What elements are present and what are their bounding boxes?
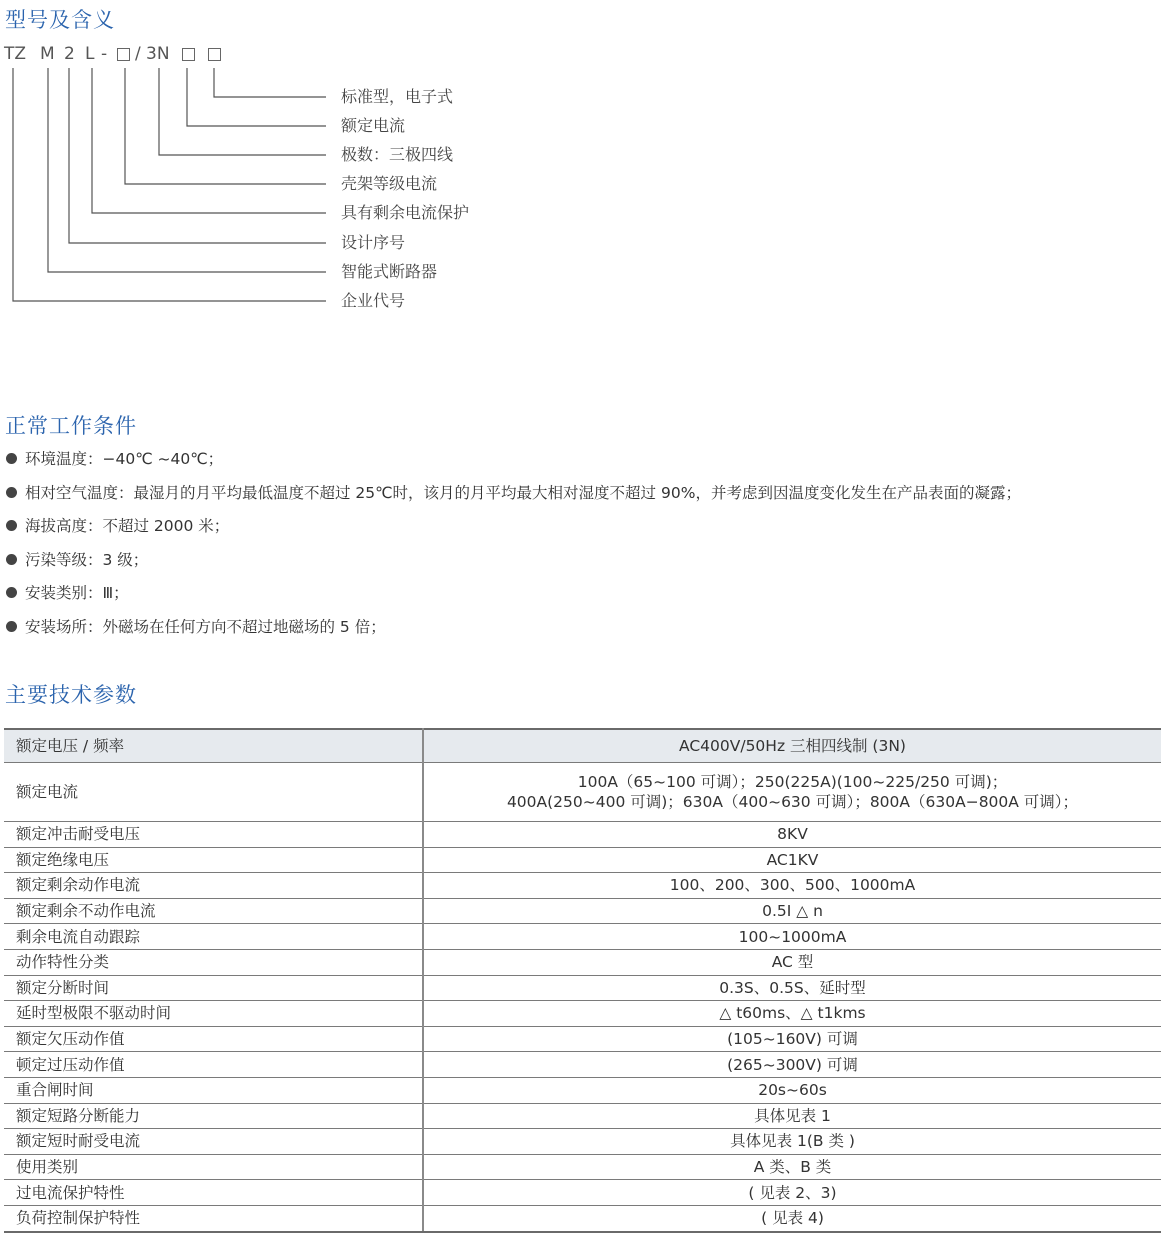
table-cell-key: 重合闸时间 <box>4 1077 423 1103</box>
bullet-icon <box>6 520 17 531</box>
table-row <box>4 1205 1161 1231</box>
code-part-3n: 3N <box>146 44 170 64</box>
list-item <box>6 515 1021 549</box>
list-item <box>6 549 1021 583</box>
table-row <box>4 873 1161 899</box>
list-item <box>6 448 1021 482</box>
code-part-l: L <box>85 44 95 64</box>
bullet-icon <box>6 453 17 464</box>
table-cell-value: 100~1000mA <box>423 924 1161 950</box>
section-heading-params: 主要技术参数 <box>5 683 137 707</box>
rated-current-line-1: 100A（65~100 可调）；250(225A)(100~225/250 可调)； <box>577 773 1008 791</box>
section-heading-model: 型号及含义 <box>5 8 115 32</box>
meaning-company-code: 企业代号 <box>341 291 406 310</box>
condition-text: 海拔高度：不超过 2000 米； <box>25 517 230 536</box>
tree-line <box>214 68 326 97</box>
rated-current-line-2: 400A(250~400 可调)；630A（400~630 可调）；800A（630A−800A 可调）； <box>506 793 1079 811</box>
table-cell-value: 0.3S、0.5S、延时型 <box>423 975 1161 1001</box>
table-row <box>4 1103 1161 1129</box>
table-cell-value: 0.5I △ n <box>423 898 1161 924</box>
table-cell-value: (105~160V) 可调 <box>423 1026 1161 1052</box>
table-cell-key: 额定短时耐受电流 <box>4 1129 423 1155</box>
condition-text: 安装场所：外磁场在任何方向不超过地磁场的 5 倍； <box>25 617 386 636</box>
code-part-2: 2 <box>64 44 75 64</box>
table-row <box>4 1129 1161 1155</box>
table-cell-key: 剩余电流自动跟踪 <box>4 924 423 950</box>
table-cell-key: 额定欠压动作值 <box>4 1026 423 1052</box>
table-cell-key: 顿定过压动作值 <box>4 1052 423 1078</box>
table-cell-value: 具体见表 1 <box>423 1103 1161 1129</box>
table-cell-value: (265~300V) 可调 <box>423 1052 1161 1078</box>
table-cell-value <box>423 763 1161 822</box>
meaning-smart-breaker: 智能式断路器 <box>341 262 438 281</box>
bullet-icon <box>6 621 17 632</box>
table-cell-key: 额定剩余动作电流 <box>4 873 423 899</box>
table-cell-key: 额定分断时间 <box>4 975 423 1001</box>
code-part-dash: - <box>101 44 108 64</box>
table-row <box>4 847 1161 873</box>
table-header-row <box>4 729 1161 763</box>
condition-text: 污染等级：3 级； <box>25 550 149 569</box>
bullet-icon <box>6 487 17 498</box>
meaning-standard-type: 标准型，电子式 <box>341 87 454 106</box>
table-cell-key: 额定电流 <box>4 763 423 822</box>
list-item <box>6 482 1021 516</box>
table-cell-key: 负荷控制保护特性 <box>4 1205 423 1231</box>
table-cell-key: 额定冲击耐受电压 <box>4 822 423 848</box>
table-cell-key: 使用类别 <box>4 1154 423 1180</box>
table-row <box>4 924 1161 950</box>
list-item <box>6 616 1021 650</box>
table-cell-value: AC 型 <box>423 949 1161 975</box>
code-part-m: M <box>40 44 55 64</box>
table-cell-value: 8KV <box>423 822 1161 848</box>
meaning-residual-protection: 具有剩余电流保护 <box>341 203 470 222</box>
meaning-design-number: 设计序号 <box>341 233 406 252</box>
conditions-list <box>6 448 1021 650</box>
table-cell-value: ( 见表 4) <box>423 1205 1161 1231</box>
table-row <box>4 1180 1161 1206</box>
table-row <box>4 763 1161 822</box>
table-row <box>4 1001 1161 1027</box>
table-cell-key: 额定剩余不动作电流 <box>4 898 423 924</box>
table-cell-value: A 类、B 类 <box>423 1154 1161 1180</box>
table-cell-key: 额定短路分断能力 <box>4 1103 423 1129</box>
table-cell-key: 延时型极限不驱动时间 <box>4 1001 423 1027</box>
table-row <box>4 949 1161 975</box>
model-code-tree-lines <box>0 0 340 320</box>
meaning-frame-current: 壳架等级电流 <box>341 174 438 193</box>
table-cell-key: 过电流保护特性 <box>4 1180 423 1206</box>
table-row <box>4 1052 1161 1078</box>
table-cell-key: 动作特性分类 <box>4 949 423 975</box>
condition-text: 相对空气温度：最湿月的月平均最低温度不超过 25℃时，该月的月平均最大相对湿度不超过 90%，并考虑到因温度变化发生在产品表面的凝露； <box>25 483 1021 502</box>
meaning-poles: 极数：三极四线 <box>341 145 454 164</box>
table-cell-value: △ t60ms、△ t1kms <box>423 1001 1161 1027</box>
table-cell-value: ( 见表 2、3) <box>423 1180 1161 1206</box>
table-cell-value: 100、200、300、500、1000mA <box>423 873 1161 899</box>
condition-text: 安装类别：Ⅲ； <box>25 584 129 603</box>
list-item <box>6 582 1021 616</box>
table-row <box>4 975 1161 1001</box>
table-row <box>4 1026 1161 1052</box>
table-row <box>4 1077 1161 1103</box>
table-cell-value: AC400V/50Hz 三相四线制 (3N) <box>423 729 1161 763</box>
table-row <box>4 1154 1161 1180</box>
table-cell-key: 额定绝缘电压 <box>4 847 423 873</box>
table-row <box>4 822 1161 848</box>
spec-table <box>4 728 1161 1233</box>
section-heading-conditions: 正常工作条件 <box>5 414 137 438</box>
condition-text: 环境温度：−40℃ ~40℃； <box>25 450 224 468</box>
meaning-rated-current: 额定电流 <box>341 116 406 135</box>
table-cell-key: 额定电压 / 频率 <box>4 729 423 763</box>
table-cell-value: 具体见表 1(B 类 ) <box>423 1129 1161 1155</box>
tree-line <box>92 68 326 213</box>
table-cell-value: AC1KV <box>423 847 1161 873</box>
code-part-slash: / <box>135 44 141 64</box>
table-row <box>4 898 1161 924</box>
bullet-icon <box>6 587 17 598</box>
tree-line <box>159 68 326 155</box>
table-cell-value: 20s~60s <box>423 1077 1161 1103</box>
bullet-icon <box>6 554 17 565</box>
code-part-tz: TZ <box>4 44 27 64</box>
